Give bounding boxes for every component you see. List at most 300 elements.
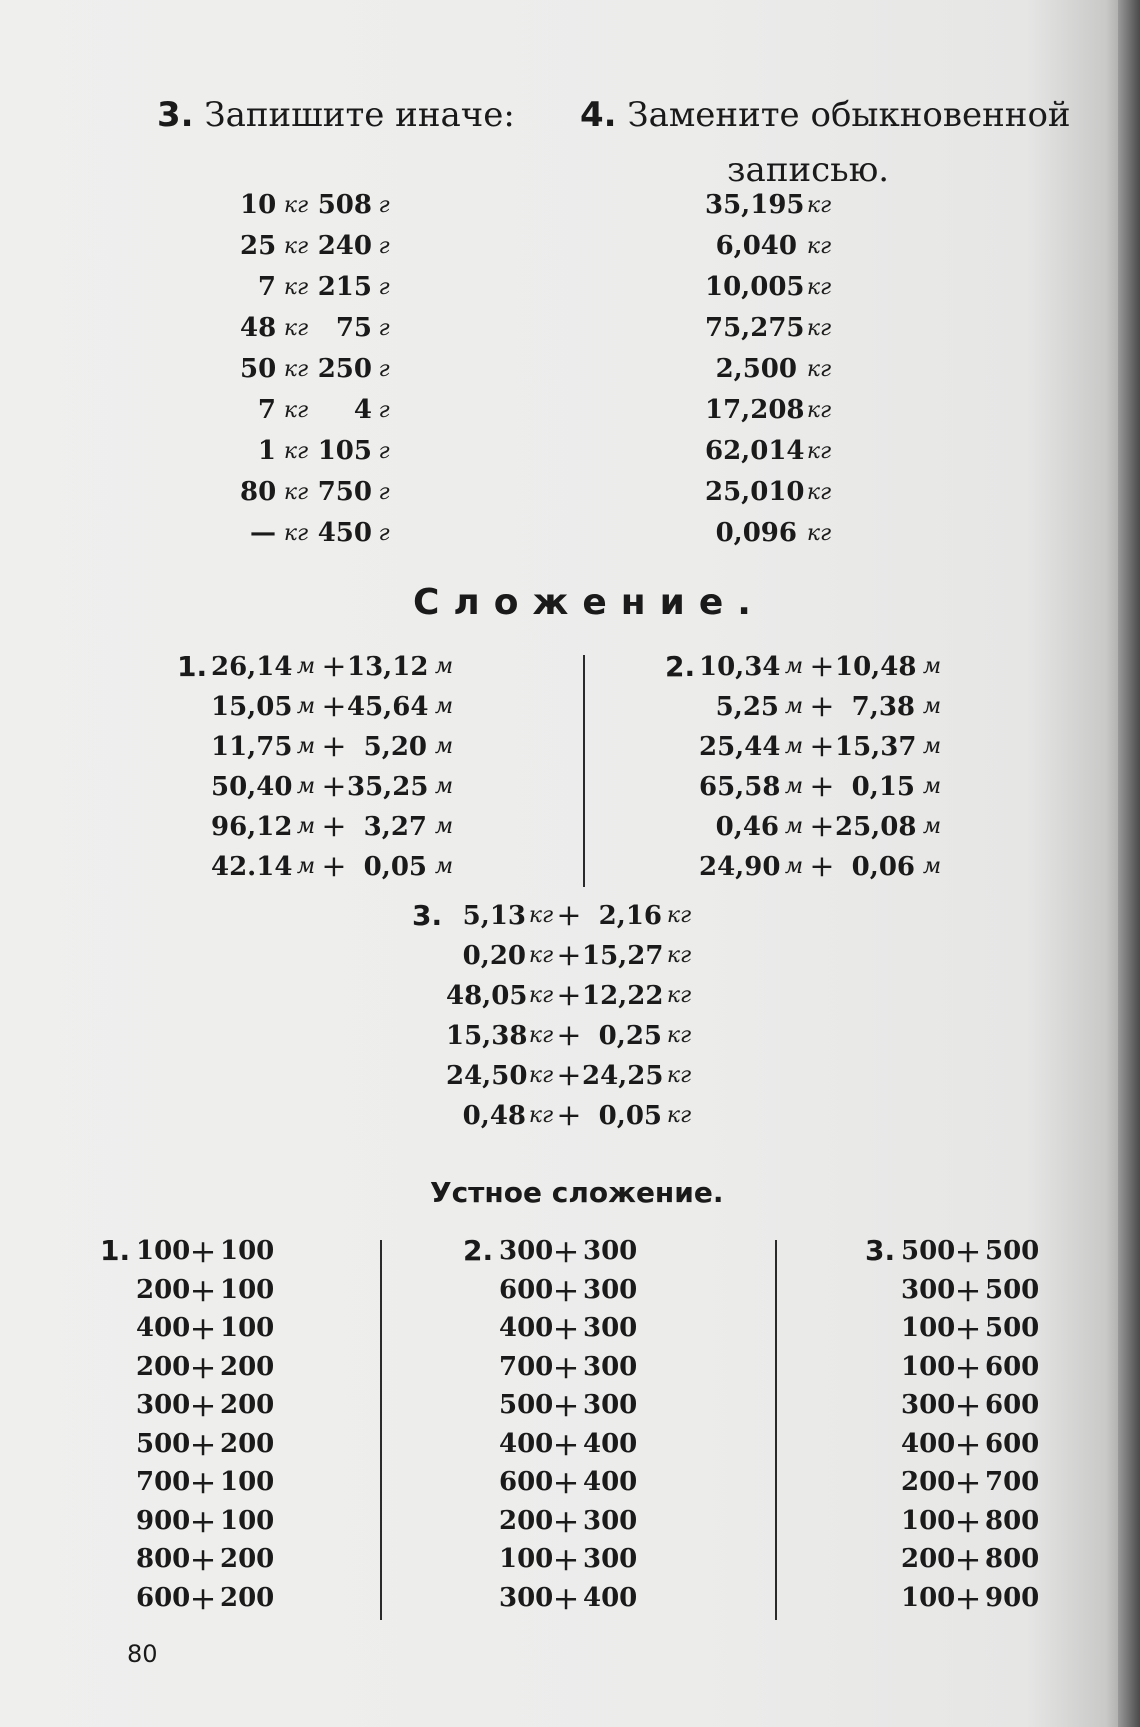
exercise-number bbox=[865, 1425, 901, 1464]
unit-label: м bbox=[434, 854, 454, 879]
addend-2: 400 bbox=[583, 1467, 638, 1497]
kg-unit: кг bbox=[806, 521, 832, 546]
addend-2: 600 bbox=[985, 1351, 1040, 1382]
addition-row bbox=[177, 647, 461, 687]
plus-sign: + bbox=[954, 1501, 982, 1540]
exercise-number bbox=[665, 807, 699, 847]
unit-label: кг bbox=[528, 943, 554, 968]
g-unit: г bbox=[378, 193, 390, 218]
g-unit: г bbox=[378, 275, 390, 300]
addend-2: 800 bbox=[985, 1544, 1040, 1574]
plus-sign: + bbox=[556, 978, 582, 1013]
addition-row bbox=[177, 847, 461, 887]
unit-label: кг bbox=[666, 1023, 692, 1048]
page-number: 80 bbox=[127, 1640, 158, 1668]
oral-row bbox=[100, 1309, 275, 1348]
decimal-value: 0,096 bbox=[715, 518, 797, 548]
g-value: 450 bbox=[317, 518, 372, 548]
oral-row bbox=[463, 1347, 638, 1387]
addend-2: 100 bbox=[220, 1467, 275, 1497]
kg-unit: кг bbox=[283, 439, 309, 464]
oral-row bbox=[100, 1540, 275, 1579]
kg-unit: кг bbox=[283, 357, 309, 382]
unit-label: м bbox=[784, 654, 804, 679]
addend-2: 300 bbox=[583, 1313, 638, 1343]
plus-sign: + bbox=[954, 1463, 982, 1501]
addend-1: 300 bbox=[901, 1390, 956, 1420]
kg-unit: кг bbox=[283, 316, 309, 341]
exercise-number bbox=[412, 976, 446, 1016]
decimal-row bbox=[705, 185, 841, 226]
plus-sign: + bbox=[189, 1270, 217, 1309]
kg-unit: кг bbox=[806, 316, 832, 341]
addend-2: 3,27 bbox=[363, 812, 427, 842]
exercise-number bbox=[865, 1579, 901, 1618]
addend-2: 0,05 bbox=[598, 1101, 662, 1131]
exercise-number bbox=[177, 687, 211, 727]
exercise-number bbox=[412, 1056, 446, 1096]
addend-1: 42.14 bbox=[211, 852, 293, 882]
addend-2: 15,37 bbox=[835, 732, 917, 762]
addend-2: 300 bbox=[583, 1351, 638, 1382]
column-divider bbox=[775, 1240, 777, 1620]
kg-unit: кг bbox=[806, 357, 832, 382]
kg-value: 80 bbox=[240, 477, 277, 507]
addition-row bbox=[665, 727, 949, 767]
addend-1: 700 bbox=[136, 1467, 191, 1497]
g-value: 250 bbox=[317, 354, 372, 384]
decimal-row bbox=[705, 349, 841, 390]
addend-1: 50,40 bbox=[211, 772, 293, 802]
plus-sign: + bbox=[321, 769, 347, 804]
oral-set-3 bbox=[865, 1232, 1040, 1617]
addend-2: 24,25 bbox=[582, 1061, 664, 1091]
plus-sign: + bbox=[321, 809, 347, 844]
plus-sign: + bbox=[321, 689, 347, 724]
exercise-number bbox=[100, 1540, 136, 1579]
kg-unit: кг bbox=[806, 398, 832, 423]
addend-2: 100 bbox=[220, 1313, 275, 1343]
unit-label: м bbox=[296, 734, 316, 759]
addend-1: 600 bbox=[499, 1467, 554, 1497]
addition-row bbox=[665, 847, 949, 887]
decimal-value: 62,014 bbox=[705, 436, 805, 466]
unit-label: м bbox=[784, 694, 804, 719]
kg-unit: кг bbox=[806, 193, 832, 218]
addend-2: 300 bbox=[583, 1236, 638, 1266]
exercise-number bbox=[865, 1271, 901, 1310]
unit-label: м bbox=[784, 774, 804, 799]
addend-1: 96,12 bbox=[211, 812, 293, 842]
exercise-number bbox=[665, 727, 699, 767]
oral-set-2 bbox=[463, 1232, 638, 1617]
oral-row bbox=[100, 1578, 275, 1618]
addend-2: 35,25 bbox=[347, 772, 429, 802]
oral-row bbox=[100, 1463, 275, 1502]
addend-2: 0,05 bbox=[363, 852, 427, 882]
oral-row bbox=[463, 1270, 638, 1310]
addend-2: 200 bbox=[220, 1351, 275, 1382]
addition-row bbox=[412, 896, 696, 936]
oral-row bbox=[463, 1424, 638, 1464]
plus-sign: + bbox=[189, 1309, 217, 1347]
kg-unit: кг bbox=[806, 439, 832, 464]
plus-sign: + bbox=[954, 1540, 982, 1578]
oral-row bbox=[865, 1232, 1040, 1271]
plus-sign: + bbox=[552, 1347, 580, 1386]
plus-sign: + bbox=[189, 1501, 217, 1540]
addend-1: 25,44 bbox=[699, 732, 781, 762]
plus-sign: + bbox=[954, 1232, 982, 1270]
unit-label: м bbox=[296, 694, 316, 719]
oral-row bbox=[865, 1501, 1040, 1541]
oral-row bbox=[463, 1578, 638, 1618]
addition-set-1 bbox=[177, 647, 461, 887]
exercise-number: 3. bbox=[865, 1234, 896, 1267]
addition-row bbox=[177, 807, 461, 847]
addend-1: 200 bbox=[499, 1505, 554, 1536]
mass-row bbox=[240, 308, 396, 349]
exercise-number bbox=[177, 807, 211, 847]
decimal-row bbox=[705, 226, 841, 267]
addend-2: 200 bbox=[220, 1582, 275, 1613]
unit-label: кг bbox=[528, 1103, 554, 1128]
plus-sign: + bbox=[556, 1098, 582, 1133]
addition-row bbox=[665, 687, 949, 727]
addend-2: 200 bbox=[220, 1428, 275, 1459]
unit-label: м bbox=[434, 694, 454, 719]
mass-row bbox=[240, 472, 396, 513]
unit-label: м bbox=[296, 814, 316, 839]
plus-sign: + bbox=[321, 729, 347, 764]
column-divider bbox=[380, 1240, 382, 1620]
exercise-3-title: Запишите иначе: bbox=[204, 95, 515, 135]
plus-sign: + bbox=[954, 1424, 982, 1463]
unit-label: м bbox=[296, 854, 316, 879]
exercise-number bbox=[100, 1502, 136, 1541]
unit-label: м bbox=[296, 774, 316, 799]
addend-1: 500 bbox=[136, 1428, 191, 1459]
exercise-number bbox=[865, 1309, 901, 1348]
exercise-number: 1. bbox=[100, 1234, 131, 1267]
oral-row bbox=[865, 1270, 1040, 1310]
mass-row bbox=[240, 513, 396, 554]
addition-row bbox=[177, 727, 461, 767]
unit-label: м bbox=[296, 654, 316, 679]
addition-row bbox=[412, 1016, 696, 1056]
addend-1: 400 bbox=[136, 1313, 191, 1343]
plus-sign: + bbox=[809, 809, 835, 844]
plus-sign: + bbox=[809, 849, 835, 884]
addition-row bbox=[665, 767, 949, 807]
addend-2: 25,08 bbox=[835, 812, 917, 842]
oral-addition-title: Устное сложение. bbox=[430, 1176, 724, 1209]
plus-sign: + bbox=[954, 1386, 982, 1424]
addend-1: 400 bbox=[901, 1428, 956, 1459]
kg-value: 1 bbox=[257, 436, 276, 466]
exercise-number bbox=[177, 727, 211, 767]
plus-sign: + bbox=[552, 1309, 580, 1347]
unit-label: м bbox=[922, 654, 942, 679]
kg-value: — bbox=[250, 518, 276, 548]
kg-unit: кг bbox=[283, 398, 309, 423]
addition-row bbox=[412, 976, 696, 1016]
exercise-number bbox=[865, 1540, 901, 1579]
exercise-number: 2. bbox=[665, 650, 696, 683]
exercise-number bbox=[463, 1386, 499, 1425]
exercise-4-list bbox=[705, 185, 841, 554]
oral-row bbox=[100, 1347, 275, 1387]
kg-unit: кг bbox=[283, 234, 309, 259]
g-unit: г bbox=[378, 357, 390, 382]
kg-unit: кг bbox=[806, 234, 832, 259]
addition-title: Сложение. bbox=[413, 582, 765, 623]
addend-2: 200 bbox=[220, 1390, 275, 1420]
g-unit: г bbox=[378, 316, 390, 341]
kg-value: 7 bbox=[257, 395, 276, 425]
decimal-value: 17,208 bbox=[705, 395, 805, 425]
kg-value: 50 bbox=[240, 354, 277, 384]
addend-1: 15,38 bbox=[446, 1021, 528, 1051]
addend-1: 0,48 bbox=[462, 1101, 526, 1131]
plus-sign: + bbox=[809, 689, 835, 724]
addend-1: 300 bbox=[901, 1274, 956, 1305]
addend-1: 24,50 bbox=[446, 1061, 528, 1091]
exercise-number: 3. bbox=[412, 899, 443, 932]
addend-2: 600 bbox=[985, 1428, 1040, 1459]
addend-2: 100 bbox=[220, 1505, 275, 1536]
decimal-row bbox=[705, 472, 841, 513]
decimal-value: 25,010 bbox=[705, 477, 805, 507]
addend-2: 100 bbox=[220, 1236, 275, 1266]
plus-sign: + bbox=[189, 1232, 217, 1270]
plus-sign: + bbox=[552, 1578, 580, 1617]
g-value: 4 bbox=[353, 395, 372, 425]
exercise-number bbox=[100, 1463, 136, 1502]
exercise-number bbox=[463, 1271, 499, 1310]
oral-set-1 bbox=[100, 1232, 275, 1617]
oral-row bbox=[463, 1540, 638, 1579]
unit-label: м bbox=[434, 734, 454, 759]
oral-row bbox=[100, 1386, 275, 1425]
exercise-number bbox=[665, 687, 699, 727]
exercise-number bbox=[865, 1348, 901, 1387]
addend-1: 200 bbox=[901, 1467, 956, 1497]
addend-1: 600 bbox=[136, 1582, 191, 1613]
addend-1: 24,90 bbox=[699, 852, 781, 882]
addition-row bbox=[177, 687, 461, 727]
exercise-3-number: 3. bbox=[157, 95, 194, 135]
oral-row bbox=[100, 1270, 275, 1310]
plus-sign: + bbox=[954, 1309, 982, 1347]
exercise-number bbox=[100, 1579, 136, 1618]
unit-label: кг bbox=[666, 983, 692, 1008]
oral-row bbox=[463, 1463, 638, 1502]
addend-2: 700 bbox=[985, 1467, 1040, 1497]
plus-sign: + bbox=[809, 649, 835, 684]
g-value: 240 bbox=[317, 231, 372, 261]
plus-sign: + bbox=[556, 938, 582, 973]
exercise-number bbox=[100, 1425, 136, 1464]
addend-1: 200 bbox=[136, 1274, 191, 1305]
exercise-4-heading bbox=[580, 95, 1071, 135]
addend-1: 300 bbox=[499, 1582, 554, 1613]
oral-row bbox=[100, 1232, 275, 1271]
exercise-4-title-line1: Замените обыкновенной bbox=[627, 95, 1071, 135]
plus-sign: + bbox=[552, 1424, 580, 1463]
kg-value: 25 bbox=[240, 231, 277, 261]
exercise-number bbox=[412, 936, 446, 976]
exercise-number bbox=[100, 1386, 136, 1425]
addend-1: 15,05 bbox=[211, 692, 293, 722]
column-divider bbox=[583, 655, 585, 887]
oral-row bbox=[865, 1347, 1040, 1387]
plus-sign: + bbox=[954, 1270, 982, 1309]
addend-2: 500 bbox=[985, 1313, 1040, 1343]
exercise-4-title-line2: записью. bbox=[727, 150, 890, 190]
unit-label: кг bbox=[666, 1103, 692, 1128]
addend-1: 400 bbox=[499, 1428, 554, 1459]
addend-2: 10,48 bbox=[835, 652, 917, 682]
unit-label: кг bbox=[528, 1023, 554, 1048]
unit-label: м bbox=[434, 814, 454, 839]
addition-set-2 bbox=[665, 647, 949, 887]
exercise-number bbox=[412, 1016, 446, 1056]
addend-2: 500 bbox=[985, 1236, 1040, 1266]
addend-2: 600 bbox=[985, 1390, 1040, 1420]
kg-unit: кг bbox=[283, 193, 309, 218]
plus-sign: + bbox=[556, 1018, 582, 1053]
addend-1: 800 bbox=[136, 1544, 191, 1574]
decimal-row bbox=[705, 267, 841, 308]
plus-sign: + bbox=[189, 1540, 217, 1578]
exercise-number bbox=[463, 1579, 499, 1618]
mass-row bbox=[240, 185, 396, 226]
mass-row bbox=[240, 390, 396, 431]
plus-sign: + bbox=[809, 769, 835, 804]
oral-row bbox=[100, 1424, 275, 1464]
addend-1: 10,34 bbox=[699, 652, 781, 682]
addend-1: 100 bbox=[499, 1544, 554, 1574]
addition-row bbox=[412, 1056, 696, 1096]
kg-unit: кг bbox=[806, 275, 832, 300]
exercise-number bbox=[100, 1309, 136, 1348]
unit-label: м bbox=[922, 854, 942, 879]
mass-row bbox=[240, 267, 396, 308]
addition-row bbox=[665, 647, 949, 687]
addend-2: 100 bbox=[220, 1274, 275, 1305]
addend-1: 100 bbox=[901, 1582, 956, 1613]
exercise-number bbox=[865, 1386, 901, 1425]
g-unit: г bbox=[378, 398, 390, 423]
addend-2: 300 bbox=[583, 1544, 638, 1574]
addend-1: 5,13 bbox=[462, 901, 526, 931]
plus-sign: + bbox=[189, 1347, 217, 1386]
exercise-number bbox=[177, 767, 211, 807]
addend-2: 300 bbox=[583, 1390, 638, 1420]
plus-sign: + bbox=[954, 1578, 982, 1617]
exercise-number bbox=[463, 1502, 499, 1541]
exercise-number bbox=[100, 1348, 136, 1387]
addend-2: 800 bbox=[985, 1505, 1040, 1536]
g-value: 215 bbox=[317, 272, 372, 302]
oral-row bbox=[865, 1424, 1040, 1464]
decimal-row bbox=[705, 308, 841, 349]
addend-1: 0,46 bbox=[715, 812, 779, 842]
exercise-number bbox=[463, 1348, 499, 1387]
plus-sign: + bbox=[556, 898, 582, 933]
g-unit: г bbox=[378, 439, 390, 464]
oral-row bbox=[463, 1386, 638, 1425]
exercise-number bbox=[463, 1463, 499, 1502]
unit-label: м bbox=[434, 774, 454, 799]
plus-sign: + bbox=[552, 1540, 580, 1578]
addend-1: 200 bbox=[136, 1351, 191, 1382]
g-value: 750 bbox=[317, 477, 372, 507]
decimal-row bbox=[705, 390, 841, 431]
addition-row bbox=[665, 807, 949, 847]
addend-1: 11,75 bbox=[211, 732, 293, 762]
mass-row bbox=[240, 349, 396, 390]
plus-sign: + bbox=[809, 729, 835, 764]
plus-sign: + bbox=[552, 1386, 580, 1424]
addend-1: 200 bbox=[901, 1544, 956, 1574]
unit-label: кг bbox=[528, 983, 554, 1008]
exercise-number bbox=[665, 767, 699, 807]
plus-sign: + bbox=[556, 1058, 582, 1093]
mass-row bbox=[240, 431, 396, 472]
addend-2: 2,16 bbox=[598, 901, 662, 931]
page-edge-shadow bbox=[1118, 0, 1140, 1727]
addend-2: 5,20 bbox=[363, 732, 427, 762]
addend-1: 900 bbox=[136, 1505, 191, 1536]
addend-1: 100 bbox=[901, 1351, 956, 1382]
oral-row bbox=[865, 1386, 1040, 1425]
unit-label: м bbox=[784, 854, 804, 879]
oral-row bbox=[865, 1309, 1040, 1348]
unit-label: м bbox=[784, 734, 804, 759]
unit-label: кг bbox=[528, 903, 554, 928]
plus-sign: + bbox=[552, 1232, 580, 1270]
unit-label: кг bbox=[666, 943, 692, 968]
decimal-value: 6,040 bbox=[715, 231, 797, 261]
addition-row bbox=[412, 936, 696, 976]
oral-row bbox=[865, 1540, 1040, 1579]
oral-row bbox=[463, 1309, 638, 1348]
g-unit: г bbox=[378, 521, 390, 546]
addend-1: 100 bbox=[136, 1236, 191, 1266]
addend-2: 300 bbox=[583, 1505, 638, 1536]
addend-1: 300 bbox=[136, 1390, 191, 1420]
addition-row bbox=[412, 1096, 696, 1136]
exercise-3-list bbox=[240, 185, 396, 554]
addend-2: 200 bbox=[220, 1544, 275, 1574]
decimal-value: 2,500 bbox=[715, 354, 797, 384]
exercise-4-number: 4. bbox=[580, 95, 617, 135]
unit-label: кг bbox=[666, 1063, 692, 1088]
addend-2: 15,27 bbox=[582, 941, 664, 971]
oral-row bbox=[865, 1463, 1040, 1502]
addend-2: 0,06 bbox=[851, 852, 915, 882]
g-unit: г bbox=[378, 480, 390, 505]
kg-unit: кг bbox=[806, 480, 832, 505]
addend-1: 5,25 bbox=[715, 692, 779, 722]
exercise-3-heading bbox=[157, 95, 515, 135]
unit-label: м bbox=[922, 734, 942, 759]
addend-2: 0,15 bbox=[851, 772, 915, 802]
plus-sign: + bbox=[321, 649, 347, 684]
kg-value: 48 bbox=[240, 313, 277, 343]
